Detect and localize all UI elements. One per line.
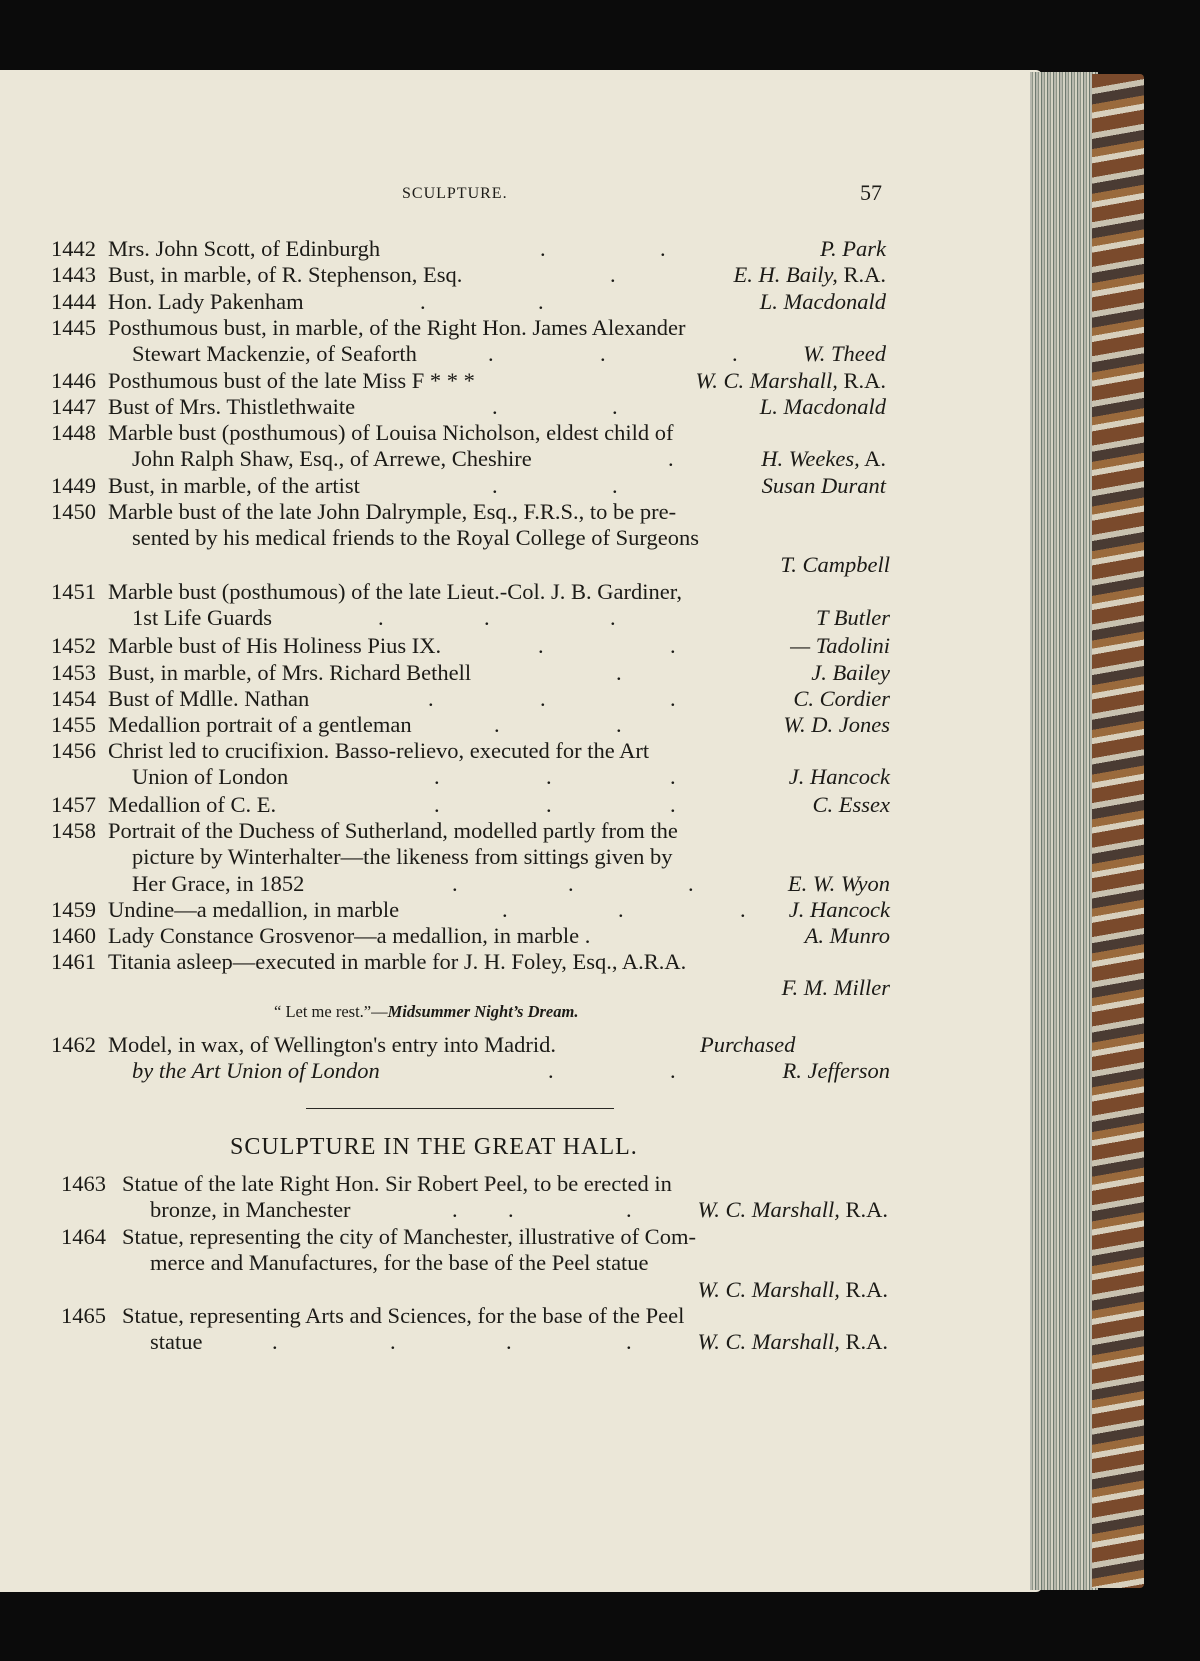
artist-name [816,605,890,631]
catalogue-number: 1445 [51,315,96,340]
entry-title-continued: bronze, in Manchester [150,1197,351,1223]
artist-name-text: L. Macdonald [759,289,886,314]
leader-dot: . [610,262,616,287]
leader-dot: . [616,660,622,685]
leader-dot: . [626,1197,632,1223]
catalogue-number: 1456 [51,738,96,763]
entry-line [0,262,886,288]
entry-line [0,975,890,1001]
entry-line [0,605,890,631]
artist-name [761,446,886,472]
leader-dot: . [626,1329,632,1355]
catalogue-number: 1444 [51,289,96,314]
leader-dot: . [546,764,552,790]
catalogue-number: 1442 [51,236,96,261]
entry-title: Statue, representing the city of Manchester, illustrative of Com- [122,1224,696,1249]
leader-dot: . [740,897,746,922]
artist-name [789,897,890,923]
artist-name [780,552,890,578]
catalogue-number: 1458 [51,818,96,843]
catalogue-number: 1453 [51,660,96,685]
artist-distinction: R.A. [839,1329,888,1355]
catalogue-number: 1448 [51,420,96,445]
leader-dot: . [538,289,544,314]
leader-dot: . [428,686,434,711]
artist-name [789,764,890,790]
artist-name [760,394,886,420]
artist-name-text: W. C. Marshall, [695,368,838,393]
leader-dot: . [618,897,624,922]
entry-line [0,420,886,446]
catalogue-number: 1451 [51,579,96,604]
entry-title: Portrait of the Duchess of Sutherland, modelled partly from the [108,818,678,843]
entry-line [0,341,886,367]
entry-line [0,633,890,659]
leader-dot: . [548,1058,554,1084]
entry-title-continued: Her Grace, in 1852 [132,870,305,896]
artist-name [696,368,886,394]
entry-title: Bust, in marble, of the artist [108,473,360,498]
artist-name [783,712,890,738]
artist-name [734,262,887,288]
artist-name [793,686,890,712]
leader-dot: . [670,1058,676,1084]
entry-title-continued: Union of London [132,764,289,790]
entry-title: Medallion of C. E. [108,792,277,817]
running-title: SCULPTURE. [402,185,508,202]
entry-title: Marble bust of His Holiness Pius IX. [108,633,442,658]
leader-dot: . [612,473,618,498]
leader-dot: . [668,446,674,472]
artist-name-text: J. Hancock [788,764,890,790]
leader-dot: . [488,341,494,367]
artist-name [783,1058,890,1084]
artist-name-text: E. W. Wyon [787,870,890,896]
artist-name [762,473,886,499]
catalogue-number: 1462 [51,1032,96,1057]
leader-dot: . [568,870,574,896]
leader-dot: . [670,764,676,790]
leader-dot: . [434,764,440,790]
entry-line [0,897,890,923]
entry-title-continued: statue [150,1329,203,1355]
leader-dot: . [540,686,546,711]
entry-line [0,1171,888,1197]
entry-title: Christ led to crucifixion. Basso-relievo, executed for the Art [108,738,650,763]
entry-title: Bust, in marble, of Mrs. Richard Bethell [108,660,472,685]
catalogue-number: 1459 [51,897,96,922]
catalogue-number: 1465 [61,1303,106,1328]
entry-line [0,289,886,315]
entry-line [0,1303,888,1329]
entry-line [0,1224,888,1250]
artist-distinction: R.A. [839,1197,888,1223]
entry-title: Posthumous bust, in marble, of the Right Hon. James Alexander [108,315,686,340]
leader-dot: . [688,870,694,896]
artist-name-text: J. Hancock [788,897,890,922]
entry-line [0,1250,888,1276]
artist-name-text: W. C. Marshall, [697,1329,840,1355]
leader-dot: . [600,341,606,367]
catalogue-number: 1457 [51,792,96,817]
leader-dot: . [506,1329,512,1355]
entry-title-continued: picture by Winterhalter—the likeness from sittings given by [132,844,673,870]
leader-dot: . [502,897,508,922]
page-header [0,180,1042,213]
leader-dot: . [546,792,552,817]
leader-dot: . [732,341,738,367]
leader-dot: . [538,633,544,658]
entry-line [0,394,886,420]
entry-line [0,764,890,790]
artist-name-text: E. H. Baily, [733,262,838,287]
entry-title: Lady Constance Grosvenor—a medallion, in marble . [108,923,591,948]
entry-line [0,473,886,499]
leader-dot: . [508,1197,514,1223]
leader-dot: . [612,394,618,419]
artist-name-text: W. C. Marshall, [697,1276,840,1302]
catalogue-number: 1460 [51,923,96,948]
entry-line [0,236,886,262]
artist-name-text: T. Campbell [780,551,890,577]
entry-line [0,525,890,551]
artist-name [698,1197,888,1223]
leader-dot: . [610,605,616,631]
entry-title: Mrs. John Scott, of Edinburgh [108,236,381,261]
quotation-text: “ Let me rest.”— [274,1002,388,1021]
entry-line [0,1032,890,1058]
artist-name-text: H. Weekes, [761,446,860,472]
leader-dot: . [484,605,490,631]
artist-name-text: Susan Durant [761,473,886,498]
artist-name [803,341,886,367]
leader-dot: . [660,236,666,261]
artist-name [698,1329,888,1355]
entry-line [0,871,890,897]
catalogue-number: 1455 [51,712,96,737]
leader-dot: . [452,1197,458,1223]
catalogue-number: 1447 [51,394,96,419]
artist-name [790,633,890,659]
leader-dot: . [670,633,676,658]
entry-line [0,315,886,341]
artist-name [820,236,886,262]
leader-dot: . [494,712,500,737]
catalogue-number: 1449 [51,473,96,498]
entry-line [0,949,890,975]
artist-distinction: R.A. [839,1276,888,1302]
entry-line [0,1058,890,1084]
catalogue-number: 1450 [51,499,96,524]
entry-title-continued: by the Art Union of London [132,1058,380,1084]
artist-distinction: A. [859,446,886,472]
artist-name-text: R. Jefferson [782,1058,890,1084]
artist-name [811,660,890,686]
entry-title: Statue of the late Right Hon. Sir Robert Peel, to be erected in [122,1171,672,1196]
artist-name-text: W. Theed [803,341,886,367]
page-number: 57 [860,180,882,205]
leader-dot: . [434,792,440,817]
entry-line [0,446,886,472]
leader-dot: . [420,289,426,314]
entry-line [0,818,890,844]
entry-line [0,738,890,764]
catalogue-number: 1454 [51,686,96,711]
artist-name-text: J. Bailey [811,660,890,685]
leader-dot: . [390,1329,396,1355]
purchase-note: Purchased [700,1032,796,1057]
artist-name-text: — Tadolini [790,633,890,658]
leader-dot: . [670,792,676,817]
artist-name [788,871,890,897]
catalogue-number: 1463 [61,1171,106,1196]
entry-line [0,660,890,686]
artist-name-text: L. Macdonald [759,394,886,419]
entry-line [0,923,890,949]
leader-dot: . [616,712,622,737]
entry-title: Posthumous bust of the late Miss F * * * [108,368,475,393]
entry-title: Bust of Mdlle. Nathan [108,686,310,711]
artist-name-text: A. Munro [804,923,890,948]
entry-line [0,1329,888,1355]
artist-name-text: C. Cordier [793,686,890,711]
entry-title-continued: 1st Life Guards [132,605,272,631]
entry-title: Bust of Mrs. Thistlethwaite [108,394,356,419]
catalogue-number: 1443 [51,262,96,287]
leader-dot: . [492,473,498,498]
entry-line [0,552,890,578]
leader-dot: . [670,686,676,711]
entry-title: Marble bust of the late John Dalrymple, Esq., F.R.S., to be pre- [108,499,677,524]
entry-title: Hon. Lady Pakenham [108,289,304,314]
artist-name-text: C. Essex [812,792,890,817]
artist-name-text: T Butler [816,605,890,631]
entry-line [0,792,890,818]
catalogue-number: 1446 [51,368,96,393]
artist-name-text: P. Park [820,236,886,261]
entry-title-continued: Stewart Mackenzie, of Seaforth [132,341,417,367]
entry-line [0,712,890,738]
leader-dot: . [540,236,546,261]
entry-title: Undine—a medallion, in marble [108,897,400,922]
entry-title: Titania asleep—executed in marble for J. H. Foley, Esq., A.R.A. [108,949,687,974]
entry-line [0,499,890,525]
section-heading: SCULPTURE IN THE GREAT HALL. [230,1134,638,1160]
entry-title-continued: sented by his medical friends to the Royal College of Surgeons [132,525,699,551]
entry-title: Marble bust (posthumous) of the late Lieut.-Col. J. B. Gardiner, [108,579,682,604]
artist-name-text: W. D. Jones [783,712,890,737]
entry-line [0,368,886,394]
catalogue-number: 1464 [61,1224,106,1249]
artist-name-text: W. C. Marshall, [697,1197,840,1223]
page-edges [1030,72,1098,1590]
leader-dot: . [452,870,458,896]
entry-line [0,844,890,870]
artist-name [760,289,886,315]
artist-name [813,792,891,818]
artist-name-text: F. M. Miller [781,975,890,1001]
entry-line [0,1277,888,1303]
entry-title: Medallion portrait of a gentleman [108,712,412,737]
artist-distinction: R.A. [837,262,886,287]
entry-title-continued: merce and Manufactures, for the base of the Peel statue [150,1250,649,1276]
entry-line [0,1197,888,1223]
catalogue-number: 1461 [51,949,96,974]
artist-name [698,1277,888,1303]
leader-dot: . [378,605,384,631]
entry-line [0,579,890,605]
entry-title: Bust, in marble, of R. Stephenson, Esq. [108,262,463,287]
artist-name [805,923,890,949]
entry-title: Statue, representing Arts and Sciences, for the base of the Peel [122,1303,685,1328]
entry-title: Marble bust (posthumous) of Louisa Nicholson, eldest child of [108,420,674,445]
quotation [274,1002,578,1022]
section-rule [306,1108,614,1109]
entry-title-continued: John Ralph Shaw, Esq., of Arrewe, Cheshire [132,446,532,472]
marbled-cover [1092,74,1144,1588]
catalogue-number: 1452 [51,633,96,658]
quotation-source: Midsummer Night’s Dream. [387,1002,579,1021]
entry-title: Model, in wax, of Wellington's entry into Madrid. [108,1032,557,1057]
artist-distinction: R.A. [837,368,886,393]
leader-dot: . [492,394,498,419]
entry-line [0,686,890,712]
leader-dot: . [272,1329,278,1355]
artist-name [782,975,890,1001]
